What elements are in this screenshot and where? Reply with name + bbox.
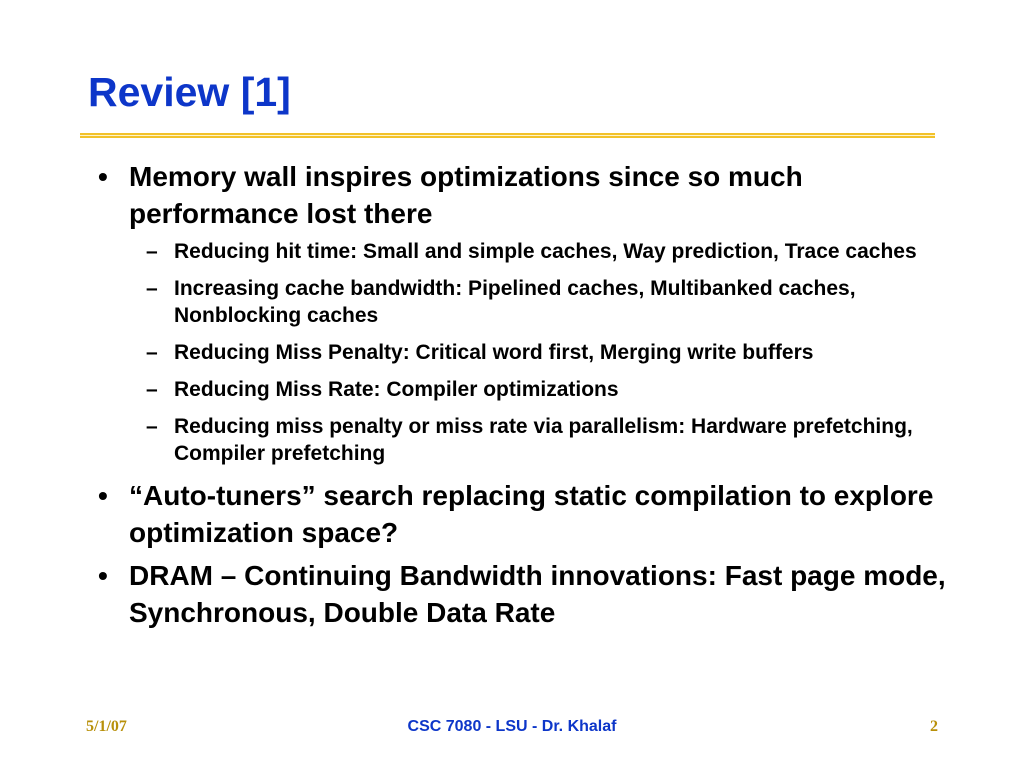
footer-date: 5/1/07: [86, 718, 127, 735]
sub-bullet-item: [98, 339, 968, 366]
slide-title: Review [1]: [88, 69, 291, 115]
bullet-text: Memory wall inspires optimizations since so much performance lost there: [129, 161, 803, 229]
title-divider: [80, 133, 935, 138]
sub-bullet-text: Reducing hit time: Small and simple caches, Way prediction, Trace caches: [174, 240, 917, 263]
sub-bullet-text: Increasing cache bandwidth: Pipelined caches, Multibanked caches, Nonblocking caches: [174, 277, 856, 327]
sub-bullet-marker: –: [146, 378, 158, 401]
sub-bullet-text: Reducing Miss Penalty: Critical word first, Merging write buffers: [174, 341, 814, 364]
sub-bullet-list: [98, 238, 968, 467]
bullet-item: [98, 557, 968, 631]
bullet-marker: •: [98, 560, 108, 591]
sub-bullet-text: Reducing miss penalty or miss rate via parallelism: Hardware prefetching, Compiler prefetching: [174, 415, 913, 465]
sub-bullet-marker: –: [146, 341, 158, 364]
sub-bullet-item: [98, 238, 968, 265]
sub-bullet-marker: –: [146, 415, 158, 438]
bullet-marker: •: [98, 161, 108, 192]
sub-bullet-marker: –: [146, 277, 158, 300]
sub-bullet-item: [98, 376, 968, 403]
bullet-item: [98, 477, 968, 551]
bullet-text: DRAM – Continuing Bandwidth innovations: Fast page mode, Synchronous, Double Data Rate: [129, 560, 946, 628]
slide-body: [98, 158, 968, 637]
sub-bullet-item: [98, 275, 968, 329]
footer-course-label: CSC 7080 - LSU - Dr. Khalaf: [407, 718, 617, 735]
bullet-item: [98, 158, 968, 232]
sub-bullet-text: Reducing Miss Rate: Compiler optimizations: [174, 378, 619, 401]
sub-bullet-item: [98, 413, 968, 467]
bullet-marker: •: [98, 480, 108, 511]
sub-bullet-marker: –: [146, 240, 158, 263]
bullet-text: “Auto-tuners” search replacing static compilation to explore optimization space?: [129, 480, 934, 548]
footer-page-number: 2: [930, 718, 938, 735]
